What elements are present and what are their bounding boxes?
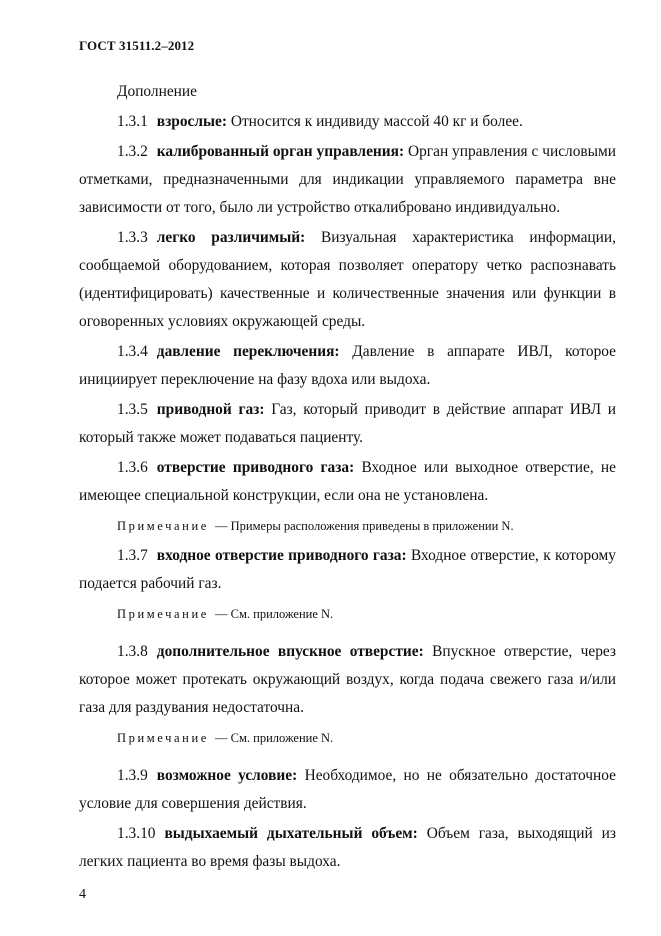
entry-1-3-9 bbox=[79, 762, 616, 818]
entry-definition: Входное отверстие, к которому подается рабочий газ. bbox=[79, 547, 616, 592]
page-number: 4 bbox=[79, 887, 86, 902]
entry-term: приводной газ: bbox=[156, 401, 265, 418]
note-text: — См. приложение N. bbox=[215, 607, 334, 621]
note-label: Примечание bbox=[117, 519, 209, 533]
entry-number: 1.3.10 bbox=[117, 825, 156, 842]
entry-1-3-8 bbox=[79, 638, 616, 722]
entry-number: 1.3.3 bbox=[117, 229, 148, 246]
entry-number: 1.3.8 bbox=[117, 643, 148, 660]
entry-number: 1.3.4 bbox=[117, 343, 148, 360]
entry-definition: Объем газа, выходящий из легких пациента во время фазы выдоха. bbox=[79, 825, 616, 870]
entry-number: 1.3.5 bbox=[117, 401, 148, 418]
entry-definition: Необходимое, но не обязательно достаточное условие для совершения действия. bbox=[79, 767, 616, 812]
entry-definition: Газ, который приводит в действие аппарат ИВЛ и который также может подаваться пациенту. bbox=[79, 401, 616, 446]
entry-term: легко различимый: bbox=[156, 229, 306, 246]
entry-1-3-5 bbox=[79, 396, 616, 452]
entry-definition: Орган управления с числовыми отметками, предназначенными для индикации управляемого параметра вне зависимости от того, было ли устройство откалибровано индивидуально. bbox=[79, 143, 616, 216]
entry-1-3-6 bbox=[79, 454, 616, 510]
entry-definition: Давление в аппарате ИВЛ, которое инициирует переключение на фазу вдоха или выдоха. bbox=[79, 343, 616, 388]
note-3 bbox=[79, 724, 616, 752]
entry-term: отверстие приводного газа: bbox=[156, 459, 355, 476]
entry-definition: Относится к индивиду массой 40 кг и более. bbox=[230, 113, 523, 130]
entry-number: 1.3.1 bbox=[117, 113, 148, 130]
entry-definition: Впускное отверстие, через которое может протекать окружающий воздух, когда подача свежего газа и/или газа для раздувания недостаточна. bbox=[79, 643, 616, 716]
note-label: Примечание bbox=[117, 607, 209, 621]
entry-1-3-10 bbox=[79, 820, 616, 876]
entry-definition: Визуальная характеристика информации, сообщаемой оборудованием, которая позволяет оператору четко распознавать (идентифицировать) качественные и количественные значения или функции в оговоренных условиях окружающей среды. bbox=[79, 229, 616, 330]
entry-number: 1.3.9 bbox=[117, 767, 148, 784]
entry-term: калиброванный орган управления: bbox=[156, 143, 405, 160]
entry-1-3-2 bbox=[79, 138, 616, 222]
entry-number: 1.3.6 bbox=[117, 459, 148, 476]
entry-1-3-1 bbox=[79, 108, 616, 136]
entry-term: давление переключения: bbox=[156, 343, 340, 360]
note-1 bbox=[79, 512, 616, 540]
entry-1-3-7 bbox=[79, 542, 616, 598]
entry-term: входное отверстие приводного газа: bbox=[156, 547, 407, 564]
entry-term: выдыхаемый дыхательный объем: bbox=[164, 825, 418, 842]
note-text: — Примеры расположения приведены в приложении N. bbox=[215, 519, 514, 533]
entry-definition: Входное или выходное отверстие, не имеющее специальной конструкции, если она не установлена. bbox=[79, 459, 616, 504]
intro-line: Дополнение bbox=[117, 83, 197, 100]
entry-term: взрослые: bbox=[156, 113, 227, 130]
entry-number: 1.3.7 bbox=[117, 547, 148, 564]
entry-number: 1.3.2 bbox=[117, 143, 148, 160]
entry-1-3-4 bbox=[79, 338, 616, 394]
entry-term: дополнительное впускное отверстие: bbox=[156, 643, 424, 660]
document-header: ГОСТ 31511.2–2012 bbox=[79, 38, 195, 53]
document-body bbox=[79, 78, 616, 878]
note-2 bbox=[79, 600, 616, 628]
note-label: Примечание bbox=[117, 731, 209, 745]
entry-1-3-3 bbox=[79, 224, 616, 336]
note-text: — См. приложение N. bbox=[215, 731, 334, 745]
entry-term: возможное условие: bbox=[156, 767, 298, 784]
